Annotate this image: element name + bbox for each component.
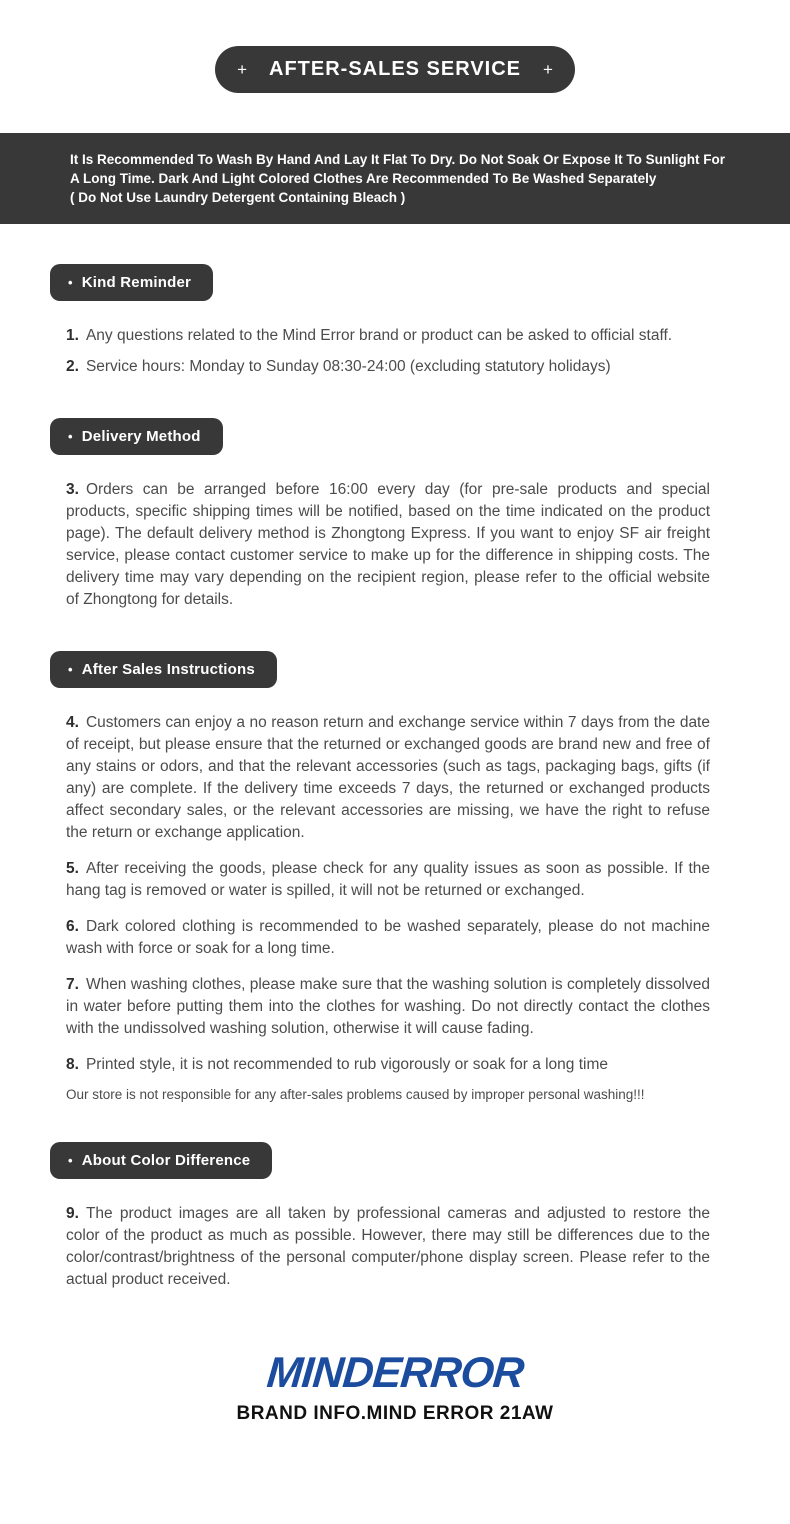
section-after-sales-instructions <box>66 651 710 1102</box>
section-badge <box>50 418 223 455</box>
item-number: 3. <box>66 481 79 498</box>
badge-label: After Sales Instructions <box>81 661 255 678</box>
list-item <box>66 1203 710 1291</box>
notice-line: ( Do Not Use Laundry Detergent Containing Bleach ) <box>70 190 406 205</box>
badge-label: About Color Difference <box>81 1152 251 1169</box>
item-number: 8. <box>66 1056 79 1073</box>
item-text: After receiving the goods, please check for any quality issues as soon as possible. If the hang tag is removed or water is spilled, it will not be returned or exchanged. <box>66 860 710 899</box>
item-number: 2. <box>66 358 79 375</box>
plus-icon: + <box>237 59 247 79</box>
item-text: Any questions related to the Mind Error brand or product can be asked to official staff. <box>85 327 673 344</box>
notice-line: A Long Time. Dark And Light Colored Clothes Are Recommended To Be Washed Separately <box>70 171 657 186</box>
item-text: Printed style, it is not recommended to rub vigorously or soak for a long time <box>85 1056 609 1073</box>
item-text: Customers can enjoy a no reason return and exchange service within 7 days from the date of receipt, but please ensure that the returned or exchanged goods are brand new and free of any stains or odors, and that the relevant accessories (such as tags, packaging bags, gifts (if any) are complete. If the delivery time exceeds 7 days, the returned or exchanged products affect secondary sales, or the relevant accessories are missing, we have the right to refuse the return or exchange application. <box>66 714 710 841</box>
item-number: 7. <box>66 976 79 993</box>
section-badge <box>50 264 213 301</box>
list-item <box>66 858 710 902</box>
item-text: The product images are all taken by professional cameras and adjusted to restore the color of the product as much as possible. However, there may still be differences due to the color/contrast/brightness of the personal computer/phone display screen. Please refer to the actual product received. <box>66 1205 710 1288</box>
item-number: 4. <box>66 714 79 731</box>
item-text: Service hours: Monday to Sunday 08:30-24:00 (excluding statutory holidays) <box>85 358 611 375</box>
badge-bullet-icon: • <box>68 275 73 290</box>
badge-label: Delivery Method <box>81 428 201 445</box>
plus-icon: + <box>543 59 553 79</box>
brand-info-text: BRAND INFO.MIND ERROR 21AW <box>236 1403 554 1424</box>
notice-line: It Is Recommended To Wash By Hand And Lay It Flat To Dry. Do Not Soak Or Expose It To Sunlight For <box>70 152 726 167</box>
after-sales-banner <box>215 46 575 93</box>
item-number: 1. <box>66 327 79 344</box>
wash-notice-bar <box>0 133 790 224</box>
section-about-color-difference <box>66 1142 710 1291</box>
item-text: Orders can be arranged before 16:00 every day (for pre-sale products and special products, specific shipping times will be notified, based on the time indicated on the product page). The default delivery method is Zhongtong Express. If you want to enjoy SF air freight service, please contact customer service to make up for the difference in shipping costs. The delivery time may vary depending on the recipient region, please refer to the official website of Zhongtong for details. <box>66 481 710 608</box>
list-item <box>66 325 710 347</box>
item-number: 9. <box>66 1205 79 1222</box>
brand-footer <box>0 1349 790 1425</box>
section-badge <box>50 1142 272 1179</box>
item-text: When washing clothes, please make sure that the washing solution is completely dissolved in water before putting them into the clothes for washing. Do not directly contact the clothes with the undissolved washing solution, otherwise it will cause fading. <box>66 976 710 1037</box>
list-item <box>66 712 710 844</box>
list-item <box>66 479 710 611</box>
list-item <box>66 974 710 1040</box>
item-number: 6. <box>66 918 79 935</box>
badge-label: Kind Reminder <box>81 274 192 291</box>
after-sales-footnote: Our store is not responsible for any after-sales problems caused by improper personal washing!!! <box>66 1087 645 1102</box>
item-text: Dark colored clothing is recommended to be washed separately, please do not machine wash with force or soak for a long time. <box>66 918 710 957</box>
list-item <box>66 916 710 960</box>
badge-bullet-icon: • <box>68 429 73 444</box>
page-content <box>0 264 790 1291</box>
brand-logo: MINDERROR <box>264 1349 526 1397</box>
item-number: 5. <box>66 860 79 877</box>
badge-bullet-icon: • <box>68 662 73 677</box>
list-item <box>66 1054 710 1076</box>
banner-title: AFTER-SALES SERVICE <box>269 58 521 80</box>
badge-bullet-icon: • <box>68 1153 73 1168</box>
section-badge <box>50 651 277 688</box>
section-delivery-method <box>66 418 710 611</box>
section-kind-reminder <box>66 264 710 378</box>
list-item <box>66 356 710 378</box>
